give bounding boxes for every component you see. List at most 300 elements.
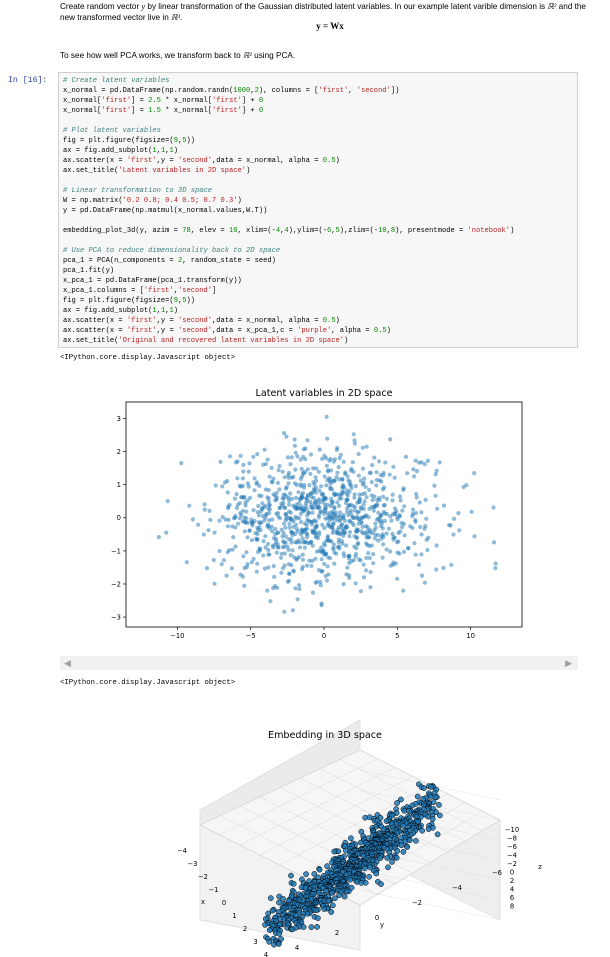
scatter-point [273,498,277,502]
scatter-point [404,455,408,459]
scatter-point [441,566,445,570]
scatter-point [203,502,207,506]
scatter-point [371,561,375,565]
scatter-point [256,550,260,554]
scatter3d-point [314,908,319,913]
scatter-point [314,466,318,470]
scatter3d-point [267,939,272,944]
scatter-point [255,538,259,542]
scatter-point [293,444,297,448]
scatter-point [332,562,336,566]
scatter-point [317,470,321,474]
scatter-point [333,457,337,461]
scatter3d-point [358,840,363,845]
x-tick-label: −5 [245,632,256,640]
scatter-point [327,518,331,522]
scatter3d-point [309,925,314,930]
scatter-point [264,487,268,491]
scatter-point [442,504,446,508]
scatter-point [300,495,304,499]
scatter-point [241,554,245,558]
scatter-point [338,532,342,536]
scatter-point [362,481,366,485]
scatter-point [363,491,367,495]
scatter-point [412,541,416,545]
scatter-point [381,542,385,546]
scatter-point [337,546,341,550]
scatter-point [330,526,334,530]
scatter-point [346,493,350,497]
scatter-point [352,523,356,527]
scatter-point [294,523,298,527]
scatter-point [275,586,279,590]
scatter-point [370,531,374,535]
scatter-point [402,550,406,554]
scatter-point [308,520,312,524]
scatter-point [318,448,322,452]
scatter-point [258,521,262,525]
scatter-point [388,514,392,518]
scatter-point [424,498,428,502]
y-tick-label: 3 [116,414,121,423]
scatter-point [352,545,356,549]
scatter3d-point [267,927,272,932]
scatter-point [322,562,326,566]
scatter-point [306,493,310,497]
scatter-point [312,496,316,500]
scatter-point [247,461,251,465]
scatter-point [241,476,245,480]
scatter-point [287,499,291,503]
scatter-point [366,551,370,555]
scatter-point [220,562,224,566]
scatter-point [419,510,423,514]
scatter-point [330,487,334,491]
scatter-point [320,570,324,574]
scatter-point [374,483,378,487]
scatter-point [319,545,323,549]
scatter-point [382,503,386,507]
scatter-point [262,505,266,509]
scatter-point [251,455,255,459]
scatter-point [348,490,352,494]
markdown-formula: y = Wx [316,21,344,31]
scatter-point [287,522,291,526]
scatter-point [311,544,315,548]
scatter-point [213,582,217,586]
scatter-point [396,551,400,555]
scatter-point [231,548,235,552]
scatter-point [239,454,243,458]
scatter-point [327,513,331,517]
scatter-point [338,510,342,514]
scatter-point [238,516,242,520]
scatter-point [257,484,261,488]
scatter-point [355,515,359,519]
scatter-point [266,458,270,462]
scatter-point [226,506,230,510]
scatter-point [398,494,402,498]
scatter-point [361,446,365,450]
scatter-point [295,483,299,487]
scatter-point [266,542,270,546]
scatter-point [266,565,270,569]
scatter-point [262,518,266,522]
scatter-point [277,487,281,491]
scatter-point [287,562,291,566]
scatter-point [293,515,297,519]
scatter-point [300,504,304,508]
scatter-point [309,452,313,456]
scatter-point [470,510,474,514]
scatter-point [301,509,305,513]
scatter-point [293,586,297,590]
scatter-point [218,549,222,553]
scatter-point [244,503,248,507]
scatter-point [313,475,317,479]
scatter-point [362,575,366,579]
scatter-point [411,508,415,512]
scatter-point [244,510,248,514]
scatter-point [382,471,386,475]
scatter-point [247,485,251,489]
scatter-point [224,574,228,578]
scatter-point [293,468,297,472]
scatter-point [391,465,395,469]
scatter-point [220,484,224,488]
x-tick-label: 10 [466,632,475,640]
scatter-point [390,532,394,536]
scatter-point [291,608,295,612]
scatter-point [340,523,344,527]
scatter-point [315,499,319,503]
scatter3d-point [394,855,399,860]
scatter-point [357,557,361,561]
scatter-point [255,452,259,456]
scatter-point [322,542,326,546]
scatter-point [282,610,286,614]
z-tick-label: −4 [506,851,518,860]
scatter-point [413,520,417,524]
scatter-point [364,556,368,560]
scatter-point [388,473,392,477]
scatter-point [301,471,305,475]
scatter3d-point [426,827,431,832]
scatter-point [381,495,385,499]
scatter-point [331,521,335,525]
scatter-point [315,580,319,584]
scatter-point [491,505,495,509]
scatter-point [236,522,240,526]
scatter-point [348,530,352,534]
scatter-point [305,532,309,536]
scatter-point [338,456,342,460]
scatter-point [236,459,240,463]
scatter-point [294,558,298,562]
scatter-point [283,545,287,549]
scatter-point [268,599,272,603]
scatter-point [399,521,403,525]
scatter-point [402,504,406,508]
x-tick-label: −2 [197,873,209,881]
scroll-right-arrow[interactable]: ▶ [565,658,572,668]
scatter-point [373,536,377,540]
y-tick-label: −1 [110,547,121,556]
scatter-point [272,575,276,579]
scatter-point [335,471,339,475]
scatter-point [337,540,341,544]
scatter-point [276,511,280,515]
scatter-point [363,531,367,535]
scatter3d-point [362,866,367,871]
scatter-point [406,546,410,550]
scatter-point [263,534,267,538]
scatter-point [286,473,290,477]
scatter3d-point [385,855,390,860]
output-scrollbar[interactable] [60,656,578,670]
scatter-point [245,565,249,569]
scatter-point [349,483,353,487]
scatter-point [205,566,209,570]
scatter-point [322,526,326,530]
scatter-point [282,431,286,435]
scatter-point [356,510,360,514]
scatter-point [241,469,245,473]
scatter-point [297,587,301,591]
scatter-point [217,519,221,523]
scatter-point [390,498,394,502]
scatter-point [322,553,326,557]
scatter-point [414,511,418,515]
chart-title: Embedding in 3D space [268,730,382,741]
scatter-point [400,509,404,513]
scatter-point [291,569,295,573]
scatter3d-point [276,900,281,905]
scatter-point [309,564,313,568]
z-tick-label: −2 [506,860,518,868]
scatter-point [377,459,381,463]
scatter-point [369,570,373,574]
scatter-point [252,488,256,492]
scatter-point [317,488,321,492]
scatter-point [383,460,387,464]
scatter-point [297,583,301,587]
scatter-point [226,550,230,554]
scatter-point [324,456,328,460]
scatter-point [396,539,400,543]
scatter-point [253,531,257,535]
scatter-point [320,601,324,605]
scatter3d-point [288,873,293,878]
scatter-point [214,483,218,487]
scatter-point [284,435,288,439]
scatter-point [414,553,418,557]
z-tick-label: 2 [509,877,515,885]
scatter-point [250,538,254,542]
scatter-point [277,468,281,472]
z-tick-label: −8 [506,834,518,843]
scatter-point [299,530,303,534]
scatter-point [344,543,348,547]
scatter-point [279,556,283,560]
scatter-point [336,514,340,518]
scatter-point [320,457,324,461]
scatter-point [354,484,358,488]
scroll-left-arrow[interactable]: ◀ [64,658,71,668]
scatter-point [434,567,438,571]
scatter-point [293,437,297,441]
scatter-point [385,497,389,501]
scatter-point [352,470,356,474]
scatter3d-point [428,794,433,799]
scatter-point [325,464,329,468]
scatter-point [247,470,251,474]
scatter-point [456,511,460,515]
scatter-point [299,477,303,481]
z-tick-label: −10 [504,826,520,834]
scatter-point [447,523,451,527]
scatter-point [261,539,265,543]
scatter-point [299,458,303,462]
scatter-point [381,556,385,560]
scatter-point [295,454,299,458]
scatter-point [196,523,200,527]
scatter-point [374,526,378,530]
scatter-point [323,517,327,521]
scatter-point [326,538,330,542]
scatter-point [356,528,360,532]
scatter-point [305,497,309,501]
scatter-point [373,522,377,526]
scatter-point [325,415,329,419]
scatter-point [328,556,332,560]
scatter-point [309,503,313,507]
code-text[interactable]: # Create latent variables x_normal = pd.DataFrame(np.random.randn(1000,2), columns = ['first', 'second']) x_normal['first'] = 2.5 * x_normal['first'] + 0 x_normal['first'] = 1.5 * x_normal['first'] + 0 # Plot latent variables fig = plt.figure(figsize=(9,5)) ax = fig.add_subplot(1,1,1) ax.scatter(x = 'first',y = 'second',data = x_normal, alpha = 0.5) ax.set_title('Latent variables in 2D space') # Linear transformation to 3D space W = np.matrix('0.2 0.8; 0.4 0.5; 0.7 0.3') y = pd.DataFrame(np.matmul(x_normal.values,W.T)) embedding_plot_3d(y, azim = 78, elev = 10, xlim=(-4,4),ylim=(-6,5),zlim=(-10,8), presentmode = 'notebook') # Use PCA to reduce dimensionality back to 2D space pca_1 = PCA(n_components = 2, random_state = seed) pca_1.fit(y) x_pca_1 = pd.DataFrame(pca_1.transform(y)) x_pca_1.columns = ['first','second'] fig = plt.figure(figsize=(9,5)) ax = fig.add_subplot(1,1,1) ax.scatter(x = 'first',y = 'second',data = x_normal, alpha = 0.5) ax.scatter(x = 'first',y = 'second',data = x_pca_1,c = 'purple', alpha = 0.5) ax.set_title('Original and recovered latent variables in 2D space') [63,77,515,345]
scatter-point [250,523,254,527]
scatter-point [331,512,335,516]
scatter-point [303,522,307,526]
scatter-point [255,570,259,574]
scatter-point [281,566,285,570]
scatter-point [332,506,336,510]
scatter-point [258,528,262,532]
scatter-point [342,551,346,555]
code-cell[interactable] [58,72,578,348]
scatter-point [364,568,368,572]
scatter-point [375,470,379,474]
scatter-point [323,474,327,478]
scatter-point [492,540,496,544]
scatter-point [276,542,280,546]
x-tick-label: −10 [170,632,185,640]
scatter-point [403,533,407,537]
scatter-point [376,517,380,521]
scatter-point [399,498,403,502]
scatter-point [397,513,401,517]
scatter-point [365,445,369,449]
scatter-point [380,534,384,538]
scatter-point [310,529,314,533]
scatter-point [279,571,283,575]
scatter-point [359,589,363,593]
x-tick-label: 1 [232,912,237,920]
math-y: y [141,2,146,11]
scatter-point [370,493,374,497]
scatter3d-point [277,931,282,936]
scatter3d-point [401,849,406,854]
scatter-point [166,499,170,503]
scatter-point [457,528,461,532]
scatter-point [432,484,436,488]
scatter-point [327,476,331,480]
scatter-point [329,457,333,461]
scatter-point [191,517,195,521]
scatter-point [267,503,271,507]
scatter-point [179,461,183,465]
scatter-point [361,516,365,520]
scatter-point [355,536,359,540]
scatter-point [301,565,305,569]
scatter-point [340,477,344,481]
scatter3d-point [378,882,383,887]
scatter-point [233,497,237,501]
scatter-point [300,467,304,471]
scatter-point [410,526,414,530]
scatter-point [303,457,307,461]
scatter-point [228,454,232,458]
scatter-point [370,463,374,467]
scatter-point [234,544,238,548]
scatter-point [288,526,292,530]
scatter-point [261,463,265,467]
scatter-point [314,486,318,490]
scatter-point [241,463,245,467]
scatter-point [341,484,345,488]
scatter-point [282,522,286,526]
scatter3d-point [433,795,438,800]
scatter-point [305,564,309,568]
scatter-point [321,498,325,502]
scatter-point [276,531,280,535]
scatter-point [306,467,310,471]
scatter-point [187,504,191,508]
scatter3d-point [271,942,276,947]
scatter-point [329,504,333,508]
scatter-point [365,495,369,499]
scatter-point [438,460,442,464]
scatter-point [298,540,302,544]
scatter-point [414,459,418,463]
scatter3d-point [425,814,430,819]
scatter3d-point [317,867,322,872]
scatter-point [268,507,272,511]
scatter-point [308,472,312,476]
scatter-point [367,488,371,492]
scatter-point [435,543,439,547]
scatter-point [301,558,305,562]
scatter-point [451,532,455,536]
scatter-point [314,531,318,535]
scatter-point [418,525,422,529]
scatter-point [493,566,497,570]
scatter-point [305,507,309,511]
x-tick-label: 3 [253,938,258,946]
scatter-point [271,544,275,548]
scatter-point [388,437,392,441]
scatter-point [372,509,376,513]
chart-title: Latent variables in 2D space [255,388,393,399]
scatter-point [287,537,291,541]
